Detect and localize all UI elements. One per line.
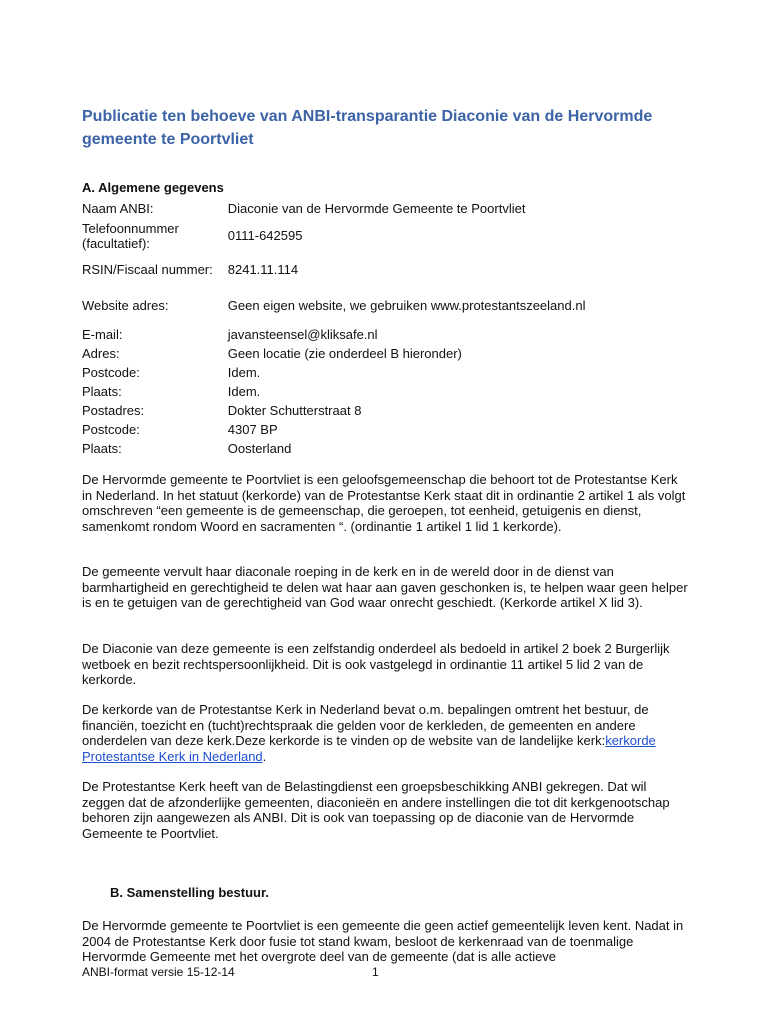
info-row-phone [82,219,770,253]
page-title: Publicatie ten behoeve van ANBI-transparantie Diaconie van de Hervormde gemeente te Poortvliet [82,108,653,148]
info-row-address [82,344,770,363]
info-row-website [82,287,770,325]
info-label: Naam ANBI: [82,201,154,217]
paragraph-group-ruling: De Protestantse Kerk heeft van de Belastingdienst een groepsbeschikking ANBI gekregen. Dat wil zeggen dat de afzonderlijke gemeenten, diaconieën en andere instellingen die tot dit kerkgenootschap behoren zijn aangewezen als ANBI. Dit is ook van toepassing op de diaconie van de Hervormde Gemeente te Poortvliet. [82,779,670,841]
paragraph-church-order [82,702,688,764]
info-label: Plaats: [82,383,122,399]
info-value: Geen locatie (zie onderdeel B hieronder) [227,345,462,361]
section-b-heading: B. Samenstelling bestuur. [110,885,269,900]
info-value: Geen eigen website, we gebruiken www.protestantszeeland.nl [227,298,586,314]
paragraph-board-composition: De Hervormde gemeente te Poortvliet is een gemeente die geen actief gemeentelijk leven kent. Nadat in 2004 de Protestantse Kerk door fusie tot stand kwam, besloot de kerkenraad van de toenmalige Hervormde Gemeente met het overgrote deel van de gemeente (dat is alle actieve [82,918,684,964]
info-label: RSIN/Fiscaal nummer: [82,262,213,278]
church-order-end: . [262,748,267,764]
info-value: Oosterland [227,440,292,456]
info-row-postcode [82,363,770,382]
info-row-city [82,382,770,401]
info-value: Idem. [227,383,261,399]
info-label: Postcode: [82,421,140,437]
info-value: Idem. [227,364,261,380]
info-row-postal-postcode [82,420,770,439]
footer-version: ANBI-format versie 15-12-14 [82,965,235,979]
church-order-link[interactable]: kerkorde Protestantse Kerk in Nederland [82,733,656,764]
info-label: Plaats: [82,440,122,456]
paragraph-church-membership: De Hervormde gemeente te Poortvliet is een geloofsgemeenschap die behoort tot de Protestantse Kerk in Nederland. In het statuut (kerkorde) van de Protestantse Kerk staat dit in ordinantie 2 artikel 1 als volgt omschreven “een gemeente is de gemeenschap, die geroepen, tot eenheid, getuigenis en dienst, samenkomt rondom Woord en sacramenten “. (ordinantie 1 artikel 1 lid 1 kerkorde). [82,472,686,534]
info-value: 8241.11.114 [227,262,299,278]
info-label: Postcode: [82,364,140,380]
info-value: Dokter Schutterstraat 8 [227,402,362,418]
general-info-table [82,199,770,458]
paragraph-diaconal-calling: De gemeente vervult haar diaconale roeping in de kerk en in de wereld door in de dienst van barmhartigheid en gerechtigheid te delen wat haar aan gaven geschonken is, te helpen waar geen helper is en te getuigen van de gerechtigheid van God waar onrecht geschiedt. (Kerkorde artikel X lid 3). [82,564,688,610]
paragraph-legal-status: De Diaconie van deze gemeente is een zelfstandig onderdeel als bedoeld in artikel 2 boek 2 Burgerlijk wetboek en bezit rechtspersoonlijkheid. Dit is ook vastgelegd in ordinantie 11 artikel 5 lid 2 van de kerkorde. [82,641,670,687]
info-label: Adres: [82,345,120,361]
info-value: 4307 BP [227,421,278,437]
info-label: E-mail: [82,326,123,342]
info-label: Telefoonnummer (facultatief): [82,220,179,251]
info-label: Website adres: [82,298,169,314]
info-label: Postadres: [82,402,145,418]
info-value: Diaconie van de Hervormde Gemeente te Poortvliet [227,201,526,217]
info-row-postal-city [82,439,770,458]
info-row-name [82,199,770,219]
page-number: 1 [372,965,379,979]
info-row-email [82,325,770,344]
info-row-rsin [82,253,770,287]
section-a-heading: A. Algemene gegevens [82,180,224,195]
info-row-postal-address [82,401,770,420]
info-value: javansteensel@kliksafe.nl [227,326,378,342]
church-order-text: De kerkorde van de Protestantse Kerk in Nederland bevat o.m. bepalingen omtrent het bestuur, de financiën, toezicht en (tucht)rechtspraak die gelden voor de kerkleden, de gemeenten en andere onderdelen van deze kerk.Deze kerkorde is te vinden op de website van de landelijke kerk: [82,702,649,748]
page-footer [0,965,770,985]
info-value: 0111-642595 [227,228,303,244]
